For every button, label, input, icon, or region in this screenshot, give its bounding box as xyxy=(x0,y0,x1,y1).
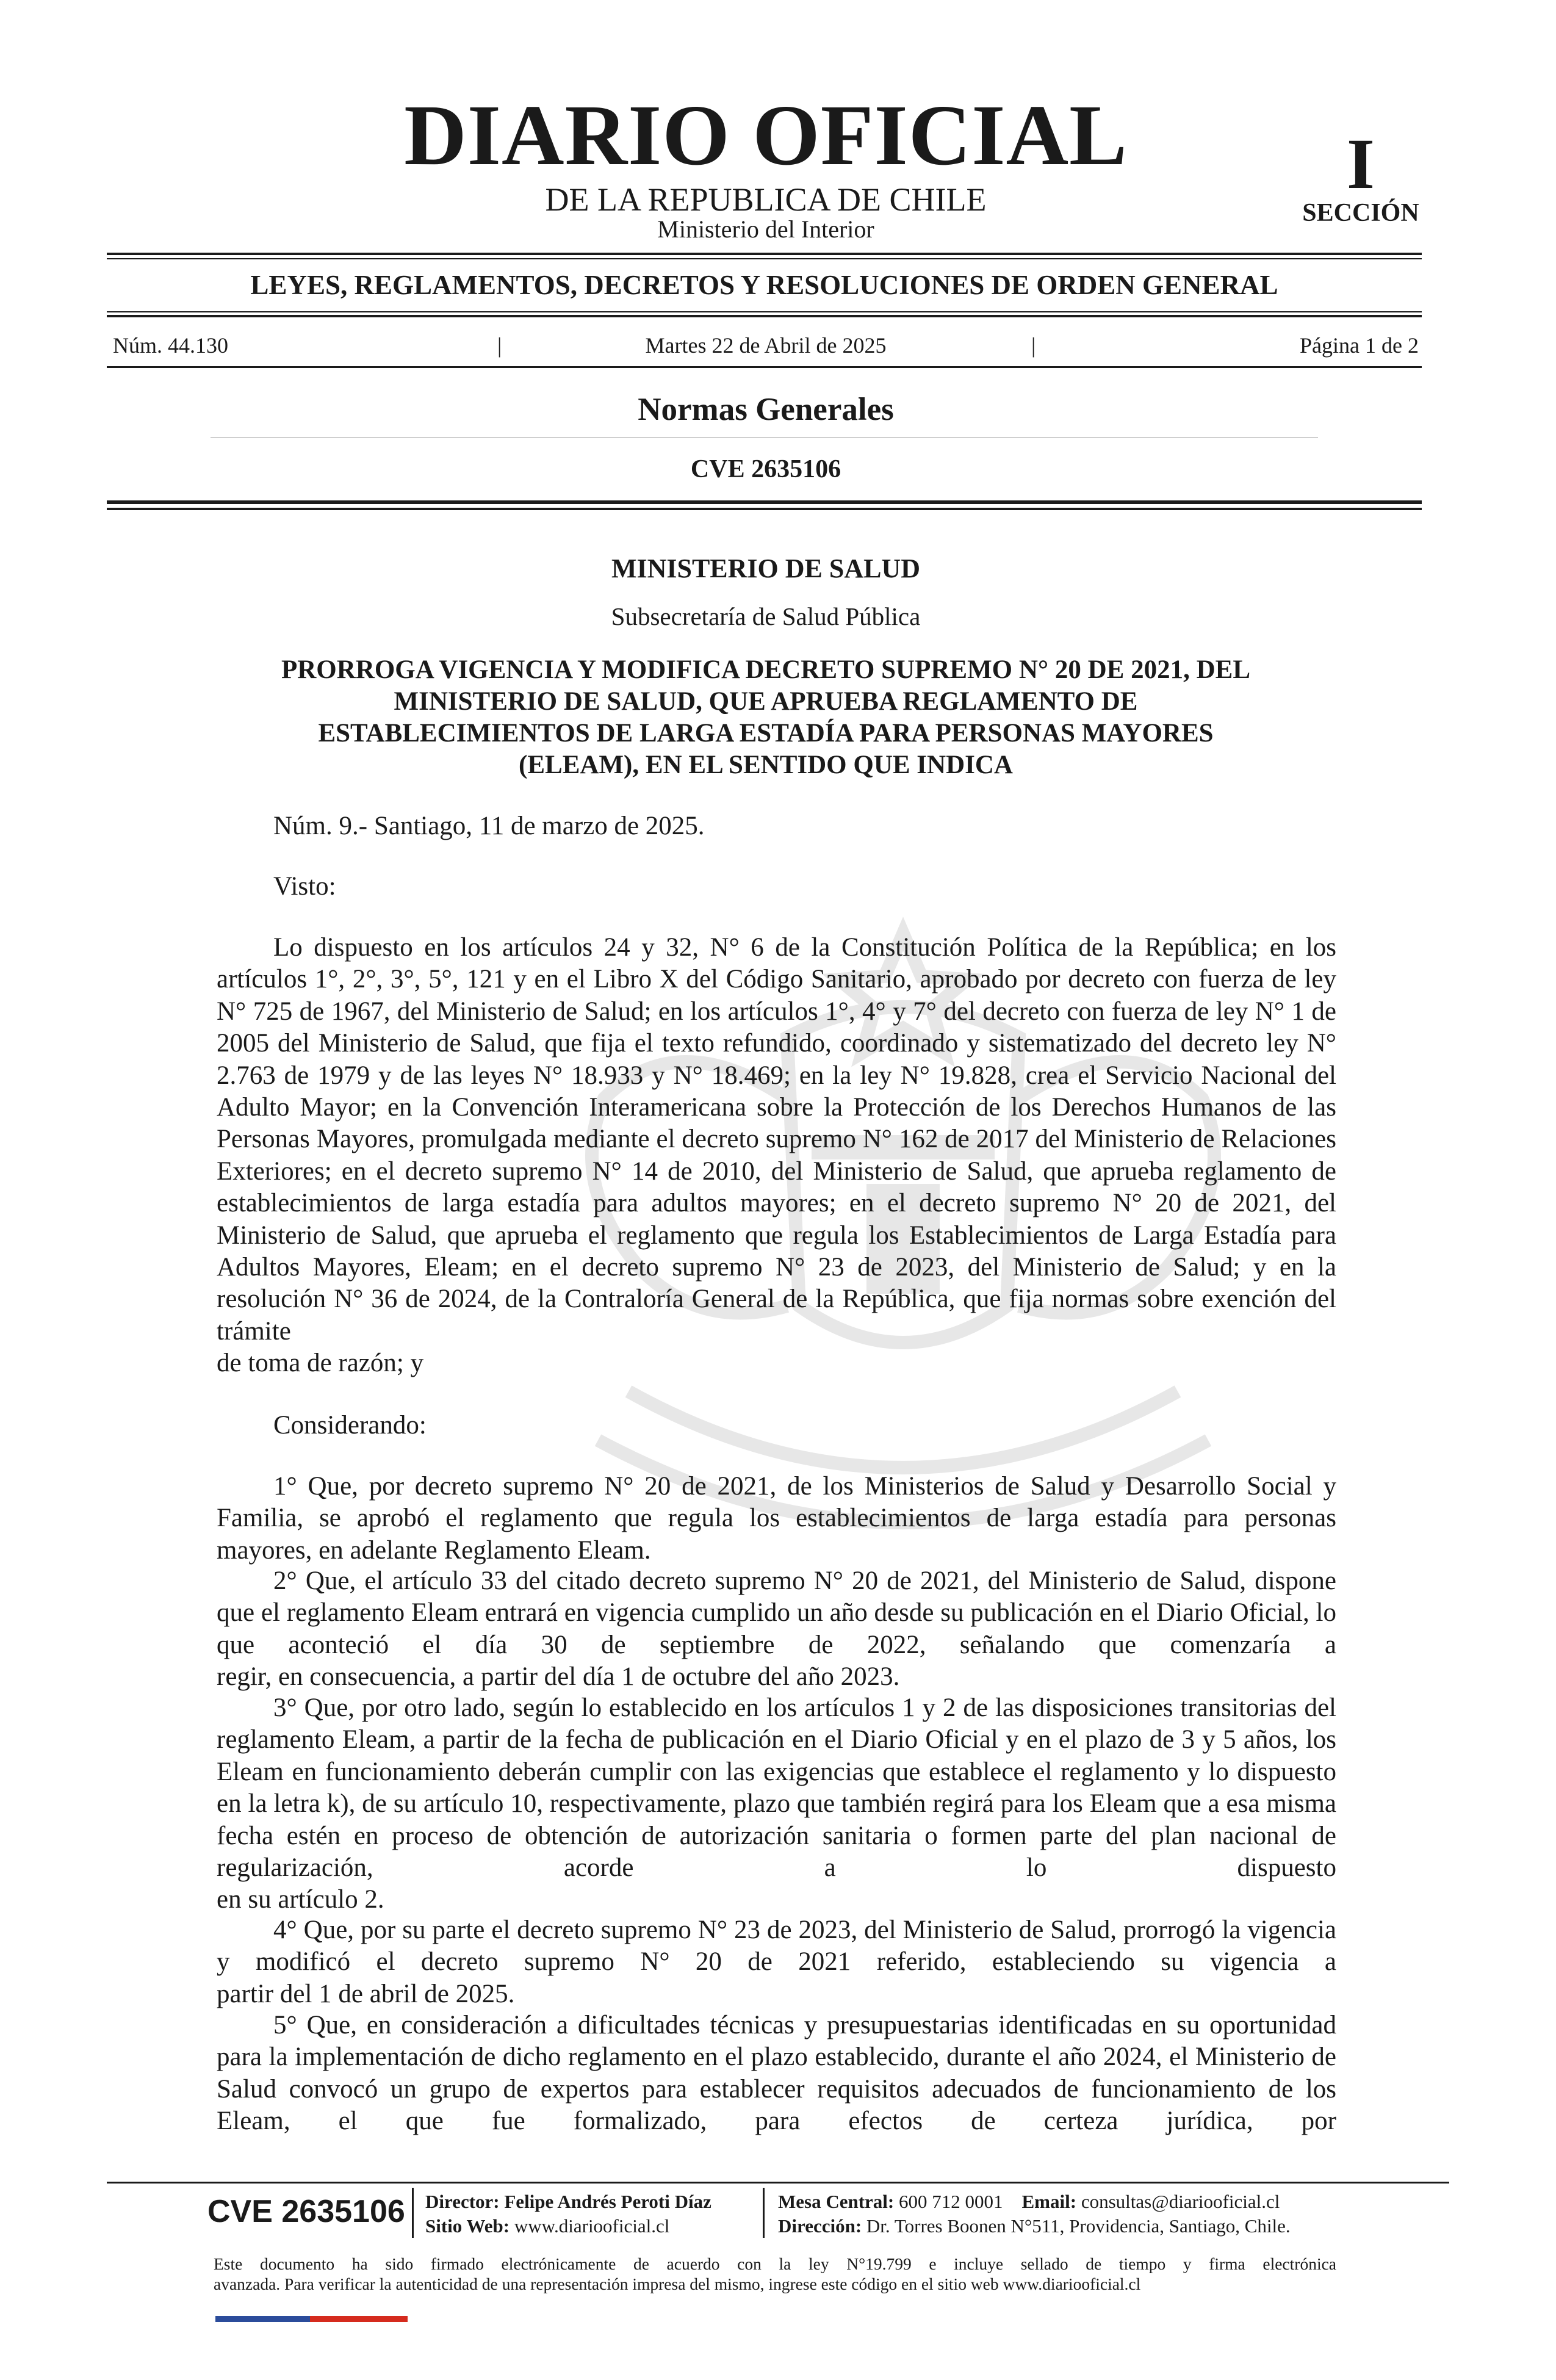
cve-code: CVE 2635106 xyxy=(690,455,841,483)
newspaper-ministry: Ministerio del Interior xyxy=(657,215,874,243)
section-label: SECCIÓN xyxy=(1302,199,1419,227)
signature-notice xyxy=(214,2254,1336,2294)
director-label: Director: xyxy=(425,2191,500,2212)
issuing-ministry: MINISTERIO DE SALUD xyxy=(611,554,921,583)
address-label: Dirección: xyxy=(778,2215,862,2237)
considerando-2 xyxy=(217,1565,1336,1693)
info-separator: | xyxy=(1031,333,1036,358)
phone-number: 600 712 0001 xyxy=(899,2191,1003,2212)
considerando-5 xyxy=(217,2010,1336,2138)
header-rule-bottom xyxy=(107,500,1422,504)
flag-stripe-blue xyxy=(215,2316,310,2322)
decree-title-line: (ELEAM), EN EL SENTIDO QUE INDICA xyxy=(519,751,1013,779)
visto-text: Lo dispuesto en los artículos 24 y 32, N° 6 de la Constitución Política de la República; en los artículos 1°, 2°, 3°, 5°, 121 y en el Libro X del Código Sanitario, aprobado por decreto con fuerza de ley N° 725 de 1967, del Ministerio de Salud; en los artículos 1°, 4° y 7° del decreto con fuerza de ley N° 1 de 2005 del Ministerio de Salud, que fija el texto refundido, coordinado y sistematizado del decreto ley N° 2.763 de 1979 y de las leyes N° 18.933 y N° 18.469; en la ley N° 19.828, crea el Servicio Nacional del Adulto Mayor; en la Convención Interamericana sobre la Protección de los Derechos Humanos de las Personas Mayores, promulgada mediante el decreto supremo N° 162 de 2017 del Ministerio de Relaciones Exteriores; en el decreto supremo N° 14 de 2010, del Ministerio de Salud, que aprueba reglamento de establecimientos de larga estadía para adultos mayores; en el decreto supremo N° 20 de 2021, del Ministerio de Salud, que aprueba el reglamento que regula los Establecimientos de Larga Estadía para Adultos Mayores, Eleam; en el decreto supremo N° 23 de 2023, del Ministerio de Salud; y en la resolución N° 36 de 2024, de la Contraloría General de la República, que fija normas sobre exención del trámite xyxy=(217,933,1336,1346)
considerando-text-last: partir del 1 de abril de 2025. xyxy=(217,1979,515,2008)
email-link[interactable]: consultas@diariooficial.cl xyxy=(1081,2191,1280,2212)
masthead-rule-top xyxy=(107,253,1422,255)
considerando-4 xyxy=(217,1914,1336,2010)
banner-rule-thin xyxy=(107,311,1422,312)
signature-notice-text: Este documento ha sido firmado electrónicamente de acuerdo con la ley N°19.799 e incluye sellado de tiempo y firma electrónica xyxy=(214,2254,1336,2273)
considerando-label: Considerando: xyxy=(273,1411,427,1440)
considerando-text: 2° Que, el artículo 33 del citado decreto supremo N° 20 de 2021, del Ministerio de Salud, dispone que el reglamento Eleam entrará en vigencia cumplido un año desde su publicación en el Diario Oficial, lo que aconteció el día 30 de septiembre de 2022, señalando que comenzaría a xyxy=(217,1567,1336,1659)
section-divider xyxy=(211,437,1318,438)
considerando-3 xyxy=(217,1692,1336,1916)
decree-number-line: Núm. 9.- Santiago, 11 de marzo de 2025. xyxy=(273,812,705,840)
footer-cve-code: CVE 2635106 xyxy=(207,2194,405,2229)
banner-title: LEYES, REGLAMENTOS, DECRETOS Y RESOLUCIONES DE ORDEN GENERAL xyxy=(250,270,1278,300)
website-link[interactable]: www.diariooficial.cl xyxy=(514,2215,670,2237)
decree-title-line: PRORROGA VIGENCIA Y MODIFICA DECRETO SUPREMO N° 20 DE 2021, DEL xyxy=(281,655,1251,684)
footer-divider xyxy=(763,2188,765,2238)
considerando-text-last: en su artículo 2. xyxy=(217,1885,384,1914)
web-label: Sitio Web: xyxy=(425,2215,510,2237)
address-text: Dr. Torres Boonen N°511, Providencia, Santiago, Chile. xyxy=(866,2215,1291,2237)
decree-title-line: ESTABLECIMIENTOS DE LARGA ESTADÍA PARA PERSONAS MAYORES xyxy=(318,719,1214,748)
newspaper-subtitle: DE LA REPUBLICA DE CHILE xyxy=(545,181,987,218)
issue-date: Martes 22 de Abril de 2025 xyxy=(645,333,887,358)
considerando-text: 1° Que, por decreto supremo N° 20 de 2021, de los Ministerios de Salud y Desarrollo Social y Familia, se aprobó el reglamento que regula los establecimientos de larga estadía para personas xyxy=(217,1472,1336,1533)
banner-rule xyxy=(107,315,1422,317)
info-separator: | xyxy=(497,333,502,358)
considerando-text-last: mayores, en adelante Reglamento Eleam. xyxy=(217,1535,651,1565)
section-heading: Normas Generales xyxy=(638,392,894,427)
visto-label: Visto: xyxy=(273,872,336,901)
newspaper-title: DIARIO OFICIAL xyxy=(404,87,1128,183)
mesa-label: Mesa Central: xyxy=(778,2191,895,2212)
email-label: Email: xyxy=(1021,2191,1077,2212)
header-rule-bottom-2 xyxy=(107,508,1422,510)
considerando-1 xyxy=(217,1471,1336,1567)
considerando-text: 5° Que, en consideración a dificultades técnicas y presupuestarias identificadas en su oportunidad para la implementación de dicho reglamento en el plazo establecido, durante el año 2024, el Ministerio de Salud convocó un grupo de expertos para establecer requisitos adecuados de funcionamiento de los Eleam, el que fue formalizado, para efectos de certeza jurídica, por xyxy=(217,2011,1336,2136)
section-number: I xyxy=(1347,124,1375,204)
footer-rule xyxy=(107,2182,1449,2183)
info-rule xyxy=(107,366,1422,368)
flag-stripe-red xyxy=(310,2316,408,2322)
visto-text-last: de toma de razón; y xyxy=(217,1349,424,1378)
footer-director-block xyxy=(425,2190,711,2238)
masthead-rule-top-thin xyxy=(107,258,1422,259)
considerando-text: 4° Que, por su parte el decreto supremo N° 23 de 2023, del Ministerio de Salud, prorrogó la vigencia y modificó el decreto supremo N° 20 de 2021 referido, estableciendo su vigencia a xyxy=(217,1916,1336,1977)
subsecretaria: Subsecretaría de Salud Pública xyxy=(611,602,921,630)
footer-divider xyxy=(412,2188,414,2238)
footer-contact-block xyxy=(778,2190,1291,2238)
page-indicator: Página 1 de 2 xyxy=(1300,333,1419,358)
considerando-text-last: regir, en consecuencia, a partir del día 1 de octubre del año 2023. xyxy=(217,1662,900,1692)
issue-number: Núm. 44.130 xyxy=(113,333,228,358)
decree-title-line: MINISTERIO DE SALUD, QUE APRUEBA REGLAMENTO DE xyxy=(394,687,1138,716)
signature-notice-text-last: avanzada. Para verificar la autenticidad de una representación impresa del mismo, ingrese este código en el sitio web www.diariooficial.cl xyxy=(214,2274,1141,2293)
decree-title xyxy=(226,654,1306,781)
visto-paragraph xyxy=(217,932,1336,1380)
considerando-text: 3° Que, por otro lado, según lo establecido en los artículos 1 y 2 de las disposiciones transitorias del reglamento Eleam, a partir de la fecha de publicación en el Diario Oficial y en el plazo de 3 y 5 años, los Eleam en funcionamiento deberán cumplir con las exigencias que establece el reglamento y lo dispuesto en la letra k), de su artículo 10, respectivamente, plazo que también regirá para los Eleam que a esa misma fecha estén en proceso de obtención de autorización sanitaria o formen parte del plan nacional de regularización, acorde a lo dispuesto xyxy=(217,1693,1336,1883)
director-name: Felipe Andrés Peroti Díaz xyxy=(504,2191,711,2212)
